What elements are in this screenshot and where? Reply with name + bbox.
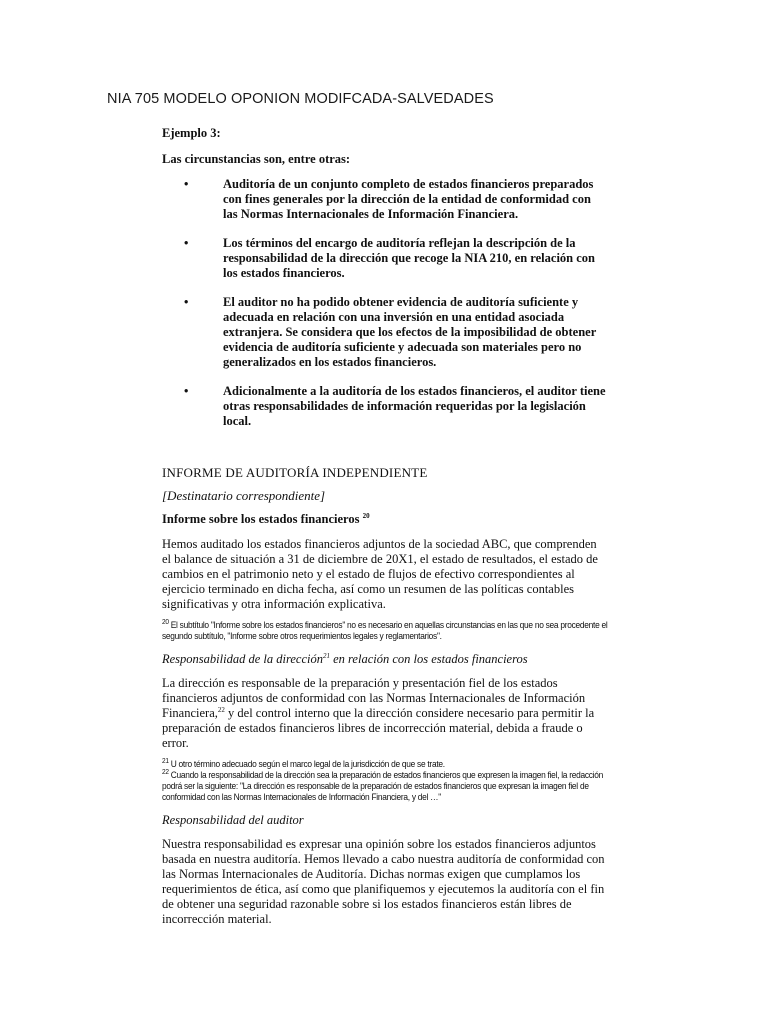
footnote-body: El subtítulo "Informe sobre los estados financieros" no es necesario en aquellas circunstancias en las que no sea procedente el segundo subtítulo, "Informe sobre otros requerimientos legales y reglamentarios". xyxy=(162,620,608,641)
footnote-body: Cuando la responsabilidad de la dirección sea la preparación de estados financieros que expresen la imagen fiel, la redacción podrá ser la siguiente: "La dirección es responsable de la preparación de estados financieros que expresan la imagen fiel de conformidad con las Normas Internacionales de Información Financiera, y del …" xyxy=(162,770,604,802)
section-heading-text: en relación con los estados financieros xyxy=(329,652,528,666)
circumstances-list xyxy=(162,177,607,429)
paragraph-auditor: Nuestra responsabilidad es expresar una opinión sobre los estados financieros adjuntos basada en nuestra auditoría. Hemos llevado a cabo nuestra auditoría de conformidad con las Normas Internacionales de Auditoría. Dichas normas exigen que cumplamos los requerimientos de ética, así como que planifiquemos y ejecutemos la auditoría con el fin de obtener una seguridad razonable sobre si los estados financieros están libres de incorrección material. xyxy=(162,837,605,926)
paragraph-audited: Hemos auditado los estados financieros adjuntos de la sociedad ABC, que comprenden el balance de situación a 31 de diciembre de 20X1, el estado de resultados, el estado de cambios en el patrimonio neto y el estado de flujos de efectivo correspondientes al ejercicio terminado en dicha fecha, así como un resumen de las políticas contables significativas y otra información explicativa. xyxy=(162,537,598,611)
footnotes-21-22 xyxy=(162,759,608,803)
list-item xyxy=(162,384,607,429)
bullet-icon: • xyxy=(184,295,189,309)
footnote-ref: 21 xyxy=(322,651,330,660)
document-title: NIA 705 MODELO OPONION MODIFCADA-SALVEDADES xyxy=(107,91,494,107)
paragraph-management xyxy=(162,676,607,751)
list-item xyxy=(162,295,607,370)
circumstances-intro: Las circunstancias son, entre otras: xyxy=(162,151,351,166)
footnote-number: 20 xyxy=(162,619,169,626)
recipient-line: [Destinatario correspondiente] xyxy=(162,488,326,503)
bullet-icon: • xyxy=(184,177,189,191)
footnote-body: U otro término adecuado según el marco legal de la jurisdicción de que se trate. xyxy=(170,759,445,769)
bullet-icon: • xyxy=(184,236,189,250)
report-title: INFORME DE AUDITORÍA INDEPENDIENTE xyxy=(162,465,428,480)
list-item-text: El auditor no ha podido obtener evidencia de auditoría suficiente y adecuada en relación con una inversión en una entidad asociada extranjera. Se considera que los efectos de la imposibilidad de obtener evidencia de auditoría suficiente y adecuada son materiales pero no generalizados en los estados financieros. xyxy=(223,295,597,369)
document-body xyxy=(162,126,607,935)
footnote-text xyxy=(162,759,608,770)
section-heading-text: Responsabilidad de la dirección xyxy=(162,652,323,666)
list-item xyxy=(162,236,607,281)
section-heading-management xyxy=(162,652,607,667)
report-subtitle xyxy=(162,512,607,527)
paragraph-text: y del control interno que la dirección considere necesario para permitir la preparación de estados financieros libres de incorrección material, debida a fraude o error. xyxy=(162,706,595,750)
list-item-text: Auditoría de un conjunto completo de estados financieros preparados con fines generales por la dirección de la entidad de conformidad con las Normas Internacionales de Información Financiera. xyxy=(223,177,594,221)
paragraph-text: La dirección es responsable de la preparación y presentación fiel de los estados financieros adjuntos de conformidad con las Normas Internacionales de Información Financiera, xyxy=(162,676,586,720)
list-item xyxy=(162,177,607,222)
footnote-ref: 22 xyxy=(217,705,225,714)
list-item-text: Los términos del encargo de auditoría reflejan la descripción de la responsabilidad de la dirección que recoge la NIA 210, en relación con los estados financieros. xyxy=(223,236,596,280)
footnote-text xyxy=(162,770,608,803)
bullet-icon: • xyxy=(184,384,189,398)
footnote-20 xyxy=(162,620,608,642)
example-heading: Ejemplo 3: xyxy=(162,126,221,140)
footnote-ref: 20 xyxy=(362,511,370,520)
footnote-text xyxy=(162,620,608,642)
report-subtitle-text: Informe sobre los estados financieros xyxy=(162,512,360,526)
footnote-number: 22 xyxy=(162,769,169,776)
section-heading-auditor: Responsabilidad del auditor xyxy=(162,813,304,827)
footnote-number: 21 xyxy=(162,758,169,765)
list-item-text: Adicionalmente a la auditoría de los estados financieros, el auditor tiene otras responsabilidades de información requeridas por la legislación local. xyxy=(223,384,606,428)
